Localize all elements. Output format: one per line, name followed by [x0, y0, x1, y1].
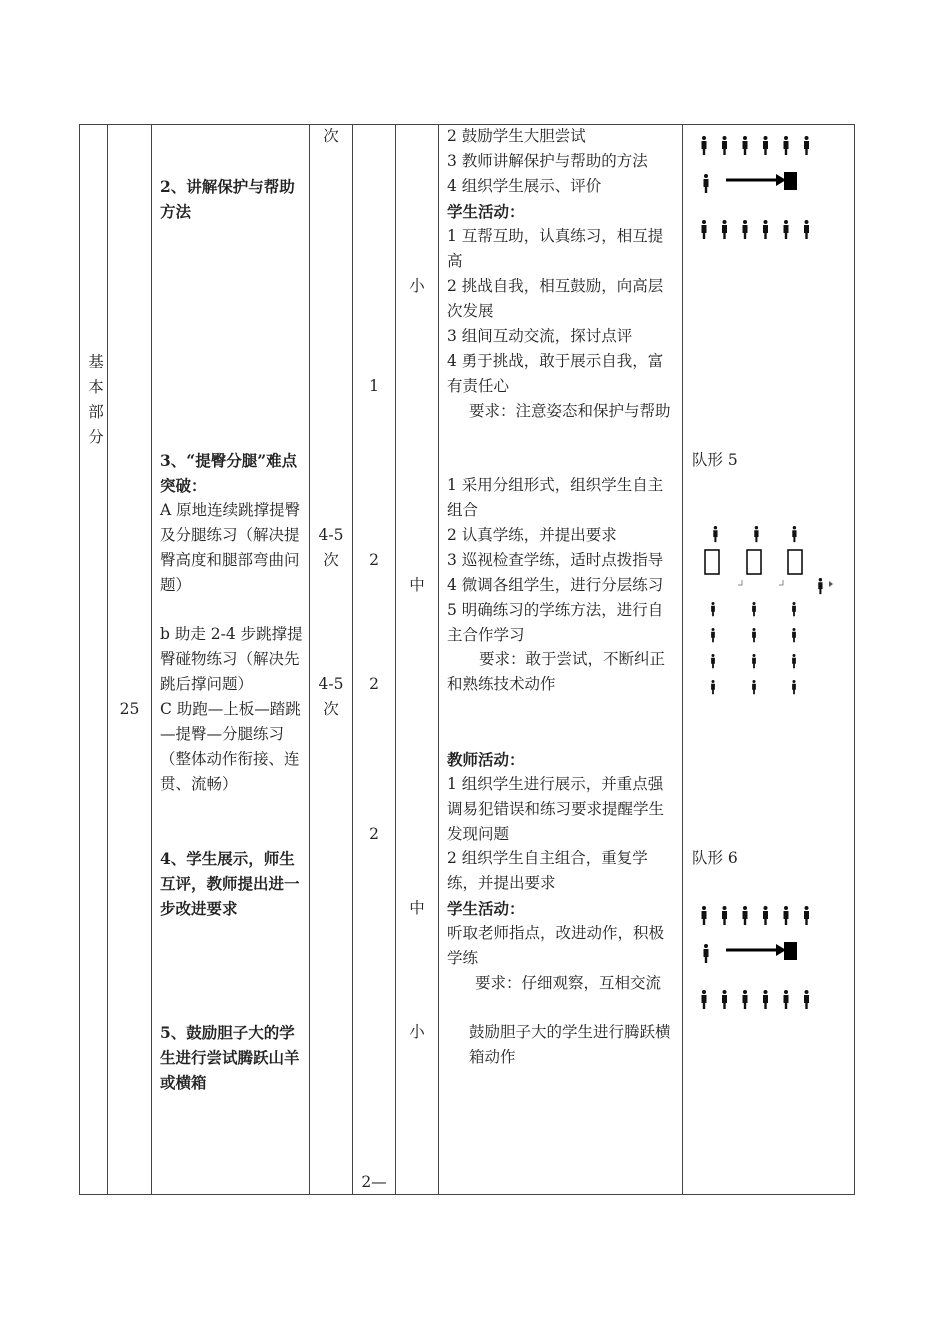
person-icon — [763, 136, 768, 155]
groups-value: 2 — [369, 675, 379, 693]
person-icon — [792, 602, 796, 616]
person-icon — [784, 220, 789, 239]
person-icon — [752, 602, 756, 616]
groups-value: 1 — [369, 377, 379, 395]
person-icon — [722, 990, 727, 1009]
requirement-text: 要求：仔细观察，互相交流 — [475, 974, 662, 992]
person-icon — [763, 906, 768, 925]
corner-mark-icon — [779, 580, 783, 585]
person-icon — [752, 680, 756, 694]
minutes-value: 25 — [119, 700, 140, 718]
method-line: 5 明确练习的学练方法，进行自主合作学习 — [447, 601, 664, 644]
content-item-3b: b 助走 2-4 步跳撑提臀碰物练习（解决先跳后撑问题） — [160, 625, 303, 693]
times-value: 4-5 — [318, 675, 344, 693]
content-item-3-title: 3、“提臀分腿”难点突破： — [160, 451, 298, 495]
method-line: 3 巡视检查学练，适时点拨指导 — [447, 551, 664, 569]
times-value: 4-5 — [318, 526, 344, 544]
method-line: 1 互帮互助，认真练习，相互提高 — [447, 227, 664, 270]
person-icon — [784, 136, 789, 155]
column-divider — [352, 124, 353, 1195]
method-line: 4 组织学生展示、评价 — [447, 177, 602, 195]
column-divider — [151, 124, 152, 1195]
person-icon — [743, 136, 748, 155]
groups-value: 2 — [369, 551, 379, 569]
method-line: 3 组间互动交流，探讨点评 — [447, 327, 633, 345]
person-icon — [704, 174, 709, 193]
person-icon — [804, 906, 809, 925]
person-icon — [722, 906, 727, 925]
person-icon — [804, 990, 809, 1009]
person-icon — [743, 220, 748, 239]
vault-frame-icon — [747, 550, 761, 574]
method-line: 2 鼓励学生大胆尝试 — [447, 127, 586, 145]
method-line: 鼓励胆子大的学生进行腾跃横箱动作 — [469, 1023, 671, 1066]
section-label: 基本部分 — [88, 353, 104, 446]
method-line: 2 认真学练，并提出要求 — [447, 526, 617, 544]
person-icon — [792, 526, 796, 542]
person-icon — [763, 990, 768, 1009]
person-icon — [711, 628, 715, 642]
person-icon — [818, 578, 822, 594]
teacher-pointer-icon — [829, 581, 833, 587]
groups-value: 2 — [369, 825, 379, 843]
method-line: 4 勇于挑战，敢于展示自我，富有责任心 — [447, 352, 664, 395]
times-value: 次 — [323, 127, 339, 145]
vault-frame-icon — [705, 550, 719, 574]
intensity-value: 中 — [409, 899, 425, 917]
person-icon — [711, 602, 715, 616]
formation-diagram-top — [690, 130, 850, 255]
student-activity-label: 学生活动： — [447, 899, 525, 918]
times-value: 次 — [323, 551, 339, 569]
person-icon — [792, 680, 796, 694]
method-line: 4 微调各组学生，进行分层练习 — [447, 576, 664, 594]
person-icon — [713, 526, 717, 542]
person-icon — [722, 136, 727, 155]
vault-frame-icon — [788, 550, 802, 574]
teacher-activity-label: 教师活动： — [447, 750, 525, 769]
content-item-3a: A 原地连续跳撑提臀及分腿练习（解决提臀高度和腿部弯曲问题） — [160, 501, 301, 594]
person-icon — [804, 220, 809, 239]
method-line: 3 教师讲解保护与帮助的方法 — [447, 152, 648, 170]
person-icon — [754, 526, 758, 542]
intensity-value: 中 — [409, 576, 425, 594]
groups-value: 2— — [361, 1173, 387, 1191]
times-value: 次 — [323, 700, 339, 718]
person-icon — [784, 906, 789, 925]
intensity-value: 小 — [409, 1023, 425, 1041]
formation-5-label: 队形 5 — [692, 451, 738, 469]
corner-mark-icon — [738, 580, 742, 585]
formation-6-label: 队形 6 — [692, 849, 738, 867]
person-icon — [704, 944, 709, 963]
method-line: 1 采用分组形式，组织学生自主组合 — [447, 476, 664, 519]
vault-box-icon — [784, 172, 797, 190]
content-item-2: 2、讲解保护与帮助方法 — [160, 177, 295, 221]
student-activity-label: 学生活动： — [447, 202, 525, 221]
formation-5-diagram — [690, 520, 850, 700]
method-line: 1 组织学生进行展示，并重点强调易犯错误和练习要求提醒学生发现问题 — [447, 775, 665, 843]
column-divider — [107, 124, 108, 1195]
vault-box-icon — [784, 942, 797, 960]
person-icon — [792, 628, 796, 642]
person-icon — [792, 654, 796, 668]
formation-6-diagram — [690, 900, 850, 1025]
person-icon — [743, 990, 748, 1009]
person-icon — [722, 220, 727, 239]
person-icon — [763, 220, 768, 239]
content-item-3c: C 助跑—上板—踏跳—提臀—分腿练习（整体动作衔接、连贯、流畅） — [160, 700, 301, 793]
person-icon — [702, 990, 707, 1009]
person-icon — [784, 990, 789, 1009]
person-icon — [743, 906, 748, 925]
person-icon — [711, 654, 715, 668]
column-divider — [309, 124, 310, 1195]
requirement-text: 要求：敢于尝试，不断纠正和熟练技术动作 — [447, 650, 666, 693]
person-icon — [804, 136, 809, 155]
method-line: 2 挑战自我，相互鼓励，向高层次发展 — [447, 277, 664, 320]
method-line: 2 组织学生自主组合，重复学练，并提出要求 — [447, 849, 648, 892]
person-icon — [702, 136, 707, 155]
column-divider — [682, 124, 683, 1195]
method-line: 听取老师指点，改进动作，积极学练 — [447, 924, 665, 967]
person-icon — [752, 628, 756, 642]
person-icon — [711, 680, 715, 694]
intensity-value: 小 — [409, 277, 425, 295]
requirement-text: 要求：注意姿态和保护与帮助 — [469, 402, 671, 420]
person-icon — [752, 654, 756, 668]
content-item-5: 5、鼓励胆子大的学生进行尝试腾跃山羊或横箱 — [160, 1023, 300, 1092]
column-divider — [438, 124, 439, 1195]
person-icon — [702, 220, 707, 239]
content-item-4: 4、学生展示，师生互评，教师提出进一步改进要求 — [160, 849, 300, 918]
person-icon — [702, 906, 707, 925]
